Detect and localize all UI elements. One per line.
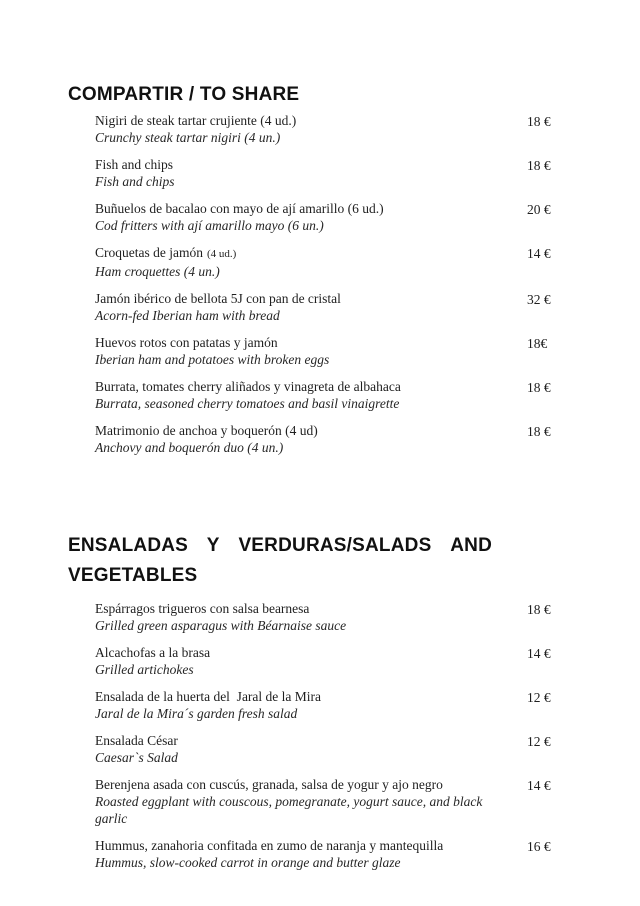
menu-item-price: 20 € bbox=[527, 202, 551, 217]
menu-item-fish-and-chips bbox=[95, 156, 575, 190]
menu-item-price: 16 € bbox=[527, 839, 551, 854]
menu-item-name: Alcachofas a la brasa bbox=[95, 645, 211, 660]
menu-item-jamon-iberico bbox=[95, 290, 575, 324]
menu-item-alcachofas bbox=[95, 644, 575, 678]
menu-item-ensalada-cesar bbox=[95, 732, 575, 766]
menu-item-texts bbox=[95, 334, 495, 368]
menu-item-name: Ensalada de la huerta del Jaral de la Mira bbox=[95, 689, 322, 704]
menu-item-translation: Hummus, slow-cooked carrot in orange and butter glaze bbox=[95, 855, 401, 870]
menu-item-translation: Crunchy steak tartar nigiri (4 un.) bbox=[95, 130, 281, 145]
menu-section-compartir bbox=[68, 84, 573, 466]
menu-item-name: Ensalada César bbox=[95, 733, 178, 748]
menu-item-translation: Anchovy and boquerón duo (4 un.) bbox=[95, 440, 284, 455]
menu-item-price: 18 € bbox=[527, 114, 551, 129]
menu-item-name bbox=[95, 244, 495, 263]
menu-item-price: 18€ bbox=[527, 336, 548, 351]
section-title-line2: VEGETABLES bbox=[68, 565, 198, 586]
menu-item-name: Espárragos trigueros con salsa bearnesa bbox=[95, 601, 310, 616]
menu-item-name: Nigiri de steak tartar crujiente (4 ud.) bbox=[95, 113, 297, 128]
menu-item-esparragos bbox=[95, 600, 575, 634]
section-title-ensaladas bbox=[68, 531, 573, 591]
menu-item-translation: Grilled green asparagus with Béarnaise sauce bbox=[95, 618, 347, 633]
menu-item-texts bbox=[95, 776, 495, 827]
menu-item-ensalada-huerta bbox=[95, 688, 575, 722]
menu-item-name: Burrata, tomates cherry aliñados y vinagreta de albahaca bbox=[95, 379, 401, 394]
menu-item-price: 32 € bbox=[527, 292, 551, 307]
menu-item-burrata bbox=[95, 378, 575, 412]
menu-item-translation: Jaral de la Mira´s garden fresh salad bbox=[95, 706, 298, 721]
section-title-word: Y bbox=[206, 535, 220, 556]
menu-item-name: Huevos rotos con patatas y jamón bbox=[95, 335, 278, 350]
menu-item-translation: Iberian ham and potatoes with broken eggs bbox=[95, 352, 330, 367]
menu-item-name: Hummus, zanahoria confitada en zumo de naranja y mantequilla bbox=[95, 838, 444, 853]
section-title-compartir: COMPARTIR / TO SHARE bbox=[68, 84, 300, 105]
menu-item-translation: Ham croquettes (4 un.) bbox=[95, 264, 220, 279]
menu-item-texts bbox=[95, 600, 495, 634]
menu-item-name: Fish and chips bbox=[95, 157, 174, 172]
menu-item-texts bbox=[95, 156, 495, 190]
menu-item-texts bbox=[95, 200, 495, 234]
section-title-line1 bbox=[68, 531, 492, 561]
menu-item-translation: Grilled artichokes bbox=[95, 662, 194, 677]
menu-item-translation: Cod fritters with ají amarillo mayo (6 un.) bbox=[95, 218, 324, 233]
menu-item-name-quantity: (4 ud.) bbox=[206, 248, 237, 260]
menu-item-texts bbox=[95, 244, 495, 280]
menu-item-name: Jamón ibérico de bellota 5J con pan de cristal bbox=[95, 291, 341, 306]
menu-item-hummus bbox=[95, 837, 575, 871]
menu-item-price: 18 € bbox=[527, 602, 551, 617]
menu-items-ensaladas bbox=[95, 600, 573, 871]
menu-item-translation: Acorn-fed Iberian ham with bread bbox=[95, 308, 280, 323]
menu-item-translation: Fish and chips bbox=[95, 174, 175, 189]
menu-section-ensaladas bbox=[68, 531, 573, 881]
section-title-word: VERDURAS/SALADS bbox=[238, 535, 432, 556]
menu-item-texts bbox=[95, 644, 495, 678]
menu-item-name-main: Croquetas de jamón bbox=[95, 245, 203, 260]
menu-item-matrimonio bbox=[95, 422, 575, 456]
menu-item-texts bbox=[95, 290, 495, 324]
menu-items-compartir bbox=[95, 112, 573, 456]
menu-item-name: Berenjena asada con cuscús, granada, salsa de yogur y ajo negro bbox=[95, 777, 443, 792]
section-title-word: AND bbox=[450, 535, 492, 556]
menu-item-price: 18 € bbox=[527, 424, 551, 439]
menu-item-price: 14 € bbox=[527, 246, 551, 261]
menu-item-huevos-rotos bbox=[95, 334, 575, 368]
menu-item-texts bbox=[95, 732, 495, 766]
menu-item-texts bbox=[95, 422, 495, 456]
menu-item-name: Buñuelos de bacalao con mayo de ají amarillo (6 ud.) bbox=[95, 201, 384, 216]
menu-item-price: 12 € bbox=[527, 690, 551, 705]
menu-item-price: 18 € bbox=[527, 158, 551, 173]
menu-item-translation: Roasted eggplant with couscous, pomegranate, yogurt sauce, and black garlic bbox=[95, 794, 486, 826]
menu-item-texts bbox=[95, 378, 495, 412]
menu-item-translation: Burrata, seasoned cherry tomatoes and basil vinaigrette bbox=[95, 396, 400, 411]
section-title-word: ENSALADAS bbox=[68, 535, 189, 556]
menu-item-price: 14 € bbox=[527, 646, 551, 661]
menu-item-texts bbox=[95, 112, 495, 146]
menu-item-berenjena bbox=[95, 776, 575, 827]
menu-item-price: 18 € bbox=[527, 380, 551, 395]
menu-item-bunuelos bbox=[95, 200, 575, 234]
menu-item-price: 14 € bbox=[527, 778, 551, 793]
menu-item-texts bbox=[95, 688, 495, 722]
menu-item-translation: Caesar`s Salad bbox=[95, 750, 178, 765]
menu-item-nigiri bbox=[95, 112, 575, 146]
menu-item-price: 12 € bbox=[527, 734, 551, 749]
menu-item-texts bbox=[95, 837, 495, 871]
menu-item-name: Matrimonio de anchoa y boquerón (4 ud) bbox=[95, 423, 318, 438]
menu-item-croquetas bbox=[95, 244, 575, 280]
